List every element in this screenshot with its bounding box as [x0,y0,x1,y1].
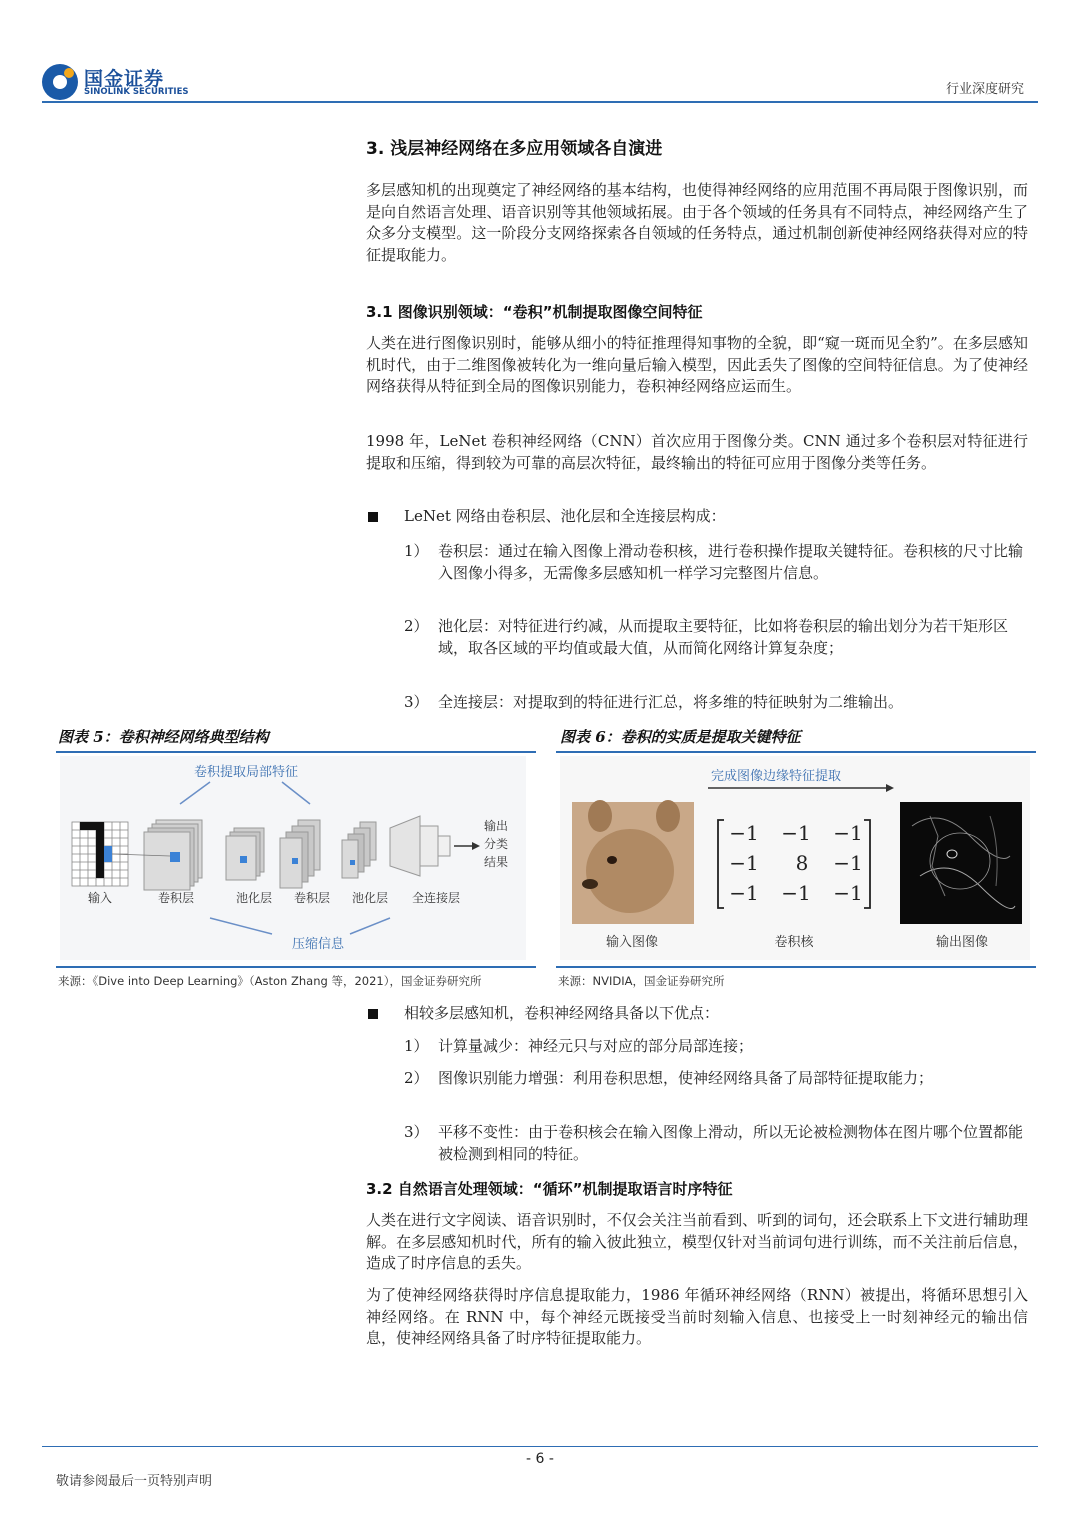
kernel-cell: −1 [833,881,863,905]
layer-label: 全连接层 [411,891,461,905]
layer-label: 池化层 [351,891,389,905]
section-3-1-paragraph-2: 1998 年，LeNet 卷积神经网络（CNN）首次应用于图像分类。CNN 通过多个卷积层对特征进行提取和压缩，得到较为可靠的高层次特征，最终输出的特征可应用于图像分类等任务。 [366,432,1028,472]
figure-5-rule [56,751,536,753]
list-item-text: 卷积层：通过在输入图像上滑动卷积核，进行卷积操作提取关键特征。卷积核的尺寸比输入图像小得多，无需像多层感知机一样学习完整图片信息。 [438,542,1024,582]
layer-label: 卷积层 [157,891,195,905]
bullet-advantages: 相较多层感知机，卷积神经网络具备以下优点： [404,1004,720,1022]
figure-5-title: 图表 5：卷积神经网络典型结构 [58,728,269,746]
kernel-cell: −1 [729,881,759,905]
diagram-top-label: 卷积提取局部特征 [193,765,299,780]
figure-6-title: 图表 6：卷积的实质是提取关键特征 [560,728,801,746]
input-image [572,800,694,924]
figure-5-source: 来源：《Dive into Deep Learning》（Aston Zhang 等，2021），国金证券研究所 [58,974,482,988]
header-rule [42,101,1038,103]
list-item-number: 3） [404,1123,429,1141]
kernel-cell: −1 [729,851,759,875]
figure-5-bottom-rule [56,966,536,968]
list-item-number: 2） [404,617,429,635]
section-3-2-paragraph-2: 为了使神经网络获得时序信息提取能力，1986 年循环神经网络（RNN）被提出，将循环思想引入神经网络。在 RNN 中，每个神经元既接受当前时刻输入信息、也接受上一时刻神经元的输出信息，使神经网络具备了时序特征提取能力。 [366,1286,1028,1347]
list-item [404,616,1028,659]
logo-name: 国金证券 [84,68,165,90]
figure-6-bottom-rule [556,966,1036,968]
kernel-cell: −1 [833,821,863,845]
list-item-text: 全连接层：对提取到的特征进行汇总，将多维的特征映射为二维输出。 [438,693,904,711]
list-item-text: 池化层：对特征进行约减，从而提取主要特征，比如将卷积层的输出划分为若干矩形区域，取各区域的平均值或最大值，从而简化网络计算复杂度； [438,617,1009,657]
output-image [900,802,1022,924]
kernel-cell: 8 [795,851,809,875]
layer-label: 池化层 [235,891,273,905]
list-item-text: 图像识别能力增强：利用卷积思想，使神经网络具备了局部特征提取能力； [438,1069,934,1087]
bullet-square [368,1009,378,1019]
fig6-label: 输入图像 [605,935,659,950]
convolution-diagram [560,756,1030,960]
arrow-label: 完成图像边缘特征提取 [710,769,842,784]
list-item-number: 2） [404,1069,429,1087]
list-item-number: 1） [404,1037,429,1055]
bullet-square [368,512,378,522]
figure-6-rule [556,751,1036,753]
output-label-line: 输出 [484,819,509,833]
list-item [404,1036,1028,1058]
list-item [404,1068,1028,1090]
output-label-line: 分类 [484,837,509,851]
diagram-bottom-label: 压缩信息 [291,937,345,952]
layer-label: 输入 [87,891,113,905]
logo-english-name: SINOLINK SECURITIES [84,87,189,97]
footer-disclaimer: 敬请参阅最后一页特别声明 [56,1474,213,1489]
kernel-cell: −1 [781,821,811,845]
report-type: 行业深度研究 [945,82,1024,97]
bullet-lenet: LeNet 网络由卷积层、池化层和全连接层构成： [404,507,726,525]
kernel-cell: −1 [781,881,811,905]
list-item-number: 1） [404,542,429,560]
footer-rule [42,1446,1038,1447]
pool-layer-1 [226,828,264,880]
list-item [404,692,1028,714]
output-label-line: 结果 [484,855,509,869]
logo-icon [42,64,78,100]
layer-label: 卷积层 [293,891,331,905]
fig6-label: 输出图像 [935,935,989,950]
kernel-cell: −1 [833,851,863,875]
figure-6-source: 来源：NVIDIA，国金证券研究所 [558,974,725,988]
list-item [404,541,1028,584]
list-item-text: 计算量减少：神经元只与对应的部分局部连接； [438,1037,754,1055]
section-3-paragraph: 多层感知机的出现奠定了神经网络的基本结构，也使得神经网络的应用范围不再局限于图像识别，而是向自然语言处理、语音识别等其他领域拓展。由于各个领域的任务具有不同特点，神经网络产生了众多分支模型。这一阶段分支网络探索各自领域的任务特点，通过机制创新使神经网络获得对应的特征提取能力。 [366,181,1028,264]
section-3-title: 3. 浅层神经网络在多应用领域各自演进 [366,139,663,159]
section-3-2-paragraph-1: 人类在进行文字阅读、语音识别时，不仅会关注当前看到、听到的词句，还会联系上下文进行辅助理解。在多层感知机时代，所有的输入彼此独立，模型仅针对当前词句进行训练，而不关注前后信息，造成了时序信息的丢失。 [366,1211,1028,1272]
list-item-number: 3） [404,693,429,711]
cnn-structure-diagram [60,756,526,960]
list-item [404,1122,1028,1165]
section-3-1-title: 3.1 图像识别领域：“卷积”机制提取图像空间特征 [366,303,703,321]
kernel-cell: −1 [729,821,759,845]
conv-layer-1 [144,820,202,890]
list-item-text: 平移不变性：由于卷积核会在输入图像上滑动，所以无论被检测物体在图片哪个位置都能被检测到相同的特征。 [438,1123,1024,1163]
page-number: - 6 - [526,1451,554,1467]
fig6-label: 卷积核 [774,935,814,950]
section-3-2-title: 3.2 自然语言处理领域：“循环”机制提取语言时序特征 [366,1180,733,1198]
section-3-1-paragraph-1: 人类在进行图像识别时，能够从细小的特征推理得知事物的全貌，即“窥一斑而见全豹”。在多层感知机时代，由于二维图像被转化为一维向量后输入模型，因此丢失了图像的空间特征信息。为了使神经网络获得从特征到全局的图像识别能力，卷积神经网络应运而生。 [366,334,1028,395]
